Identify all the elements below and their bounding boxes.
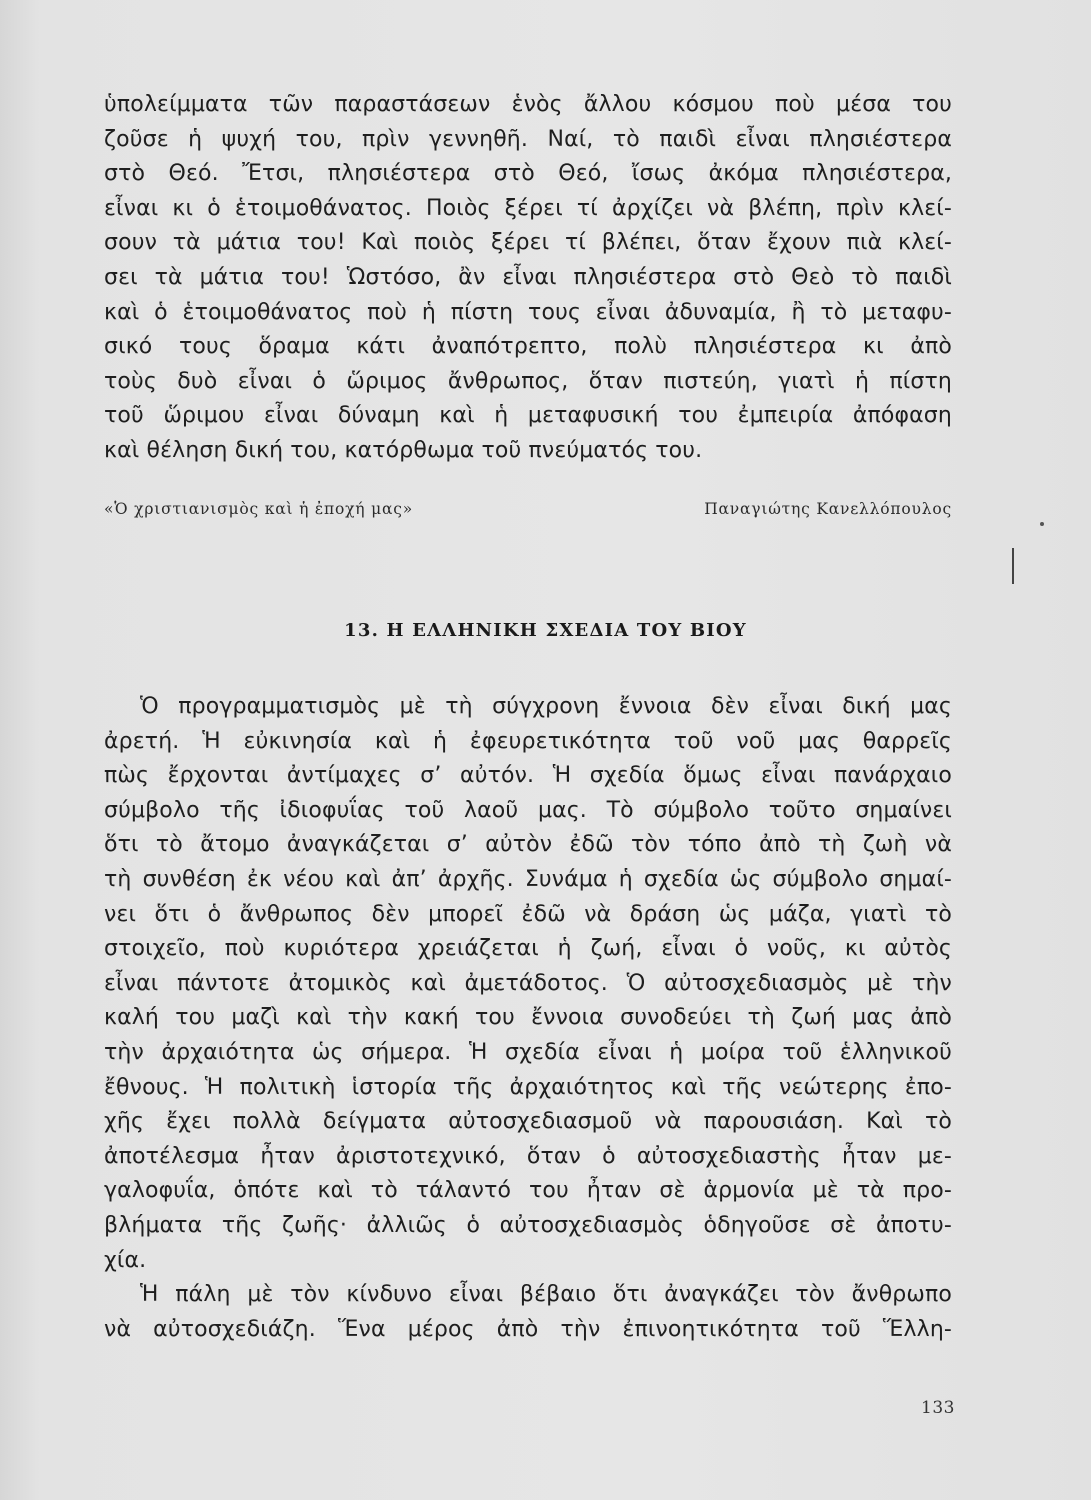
text-line: Ἡ πάλη μὲ τὸν κίνδυνο εἶναι βέβαιο ὅτι ἀναγκάζει τὸν ἄνθρωπο bbox=[140, 1282, 952, 1308]
text-line: τοῦ ὥριμου εἶναι δύναμη καὶ ἡ μεταφυσική του ἐμπειρία ἀπόφαση bbox=[104, 403, 952, 429]
text-line: ὅτι τὸ ἄτομο ἀναγκάζεται σ’ αὐτὸν ἐδῶ τὸν τόπο ἀπὸ τὴ ζωὴ νὰ bbox=[104, 832, 952, 858]
margin-mark bbox=[1012, 548, 1014, 584]
text-line: εἶναι πάντοτε ἀτομικὸς καὶ ἀμετάδοτος. Ὁ αὐτοσχεδιασμὸς μὲ τὴν bbox=[104, 970, 952, 996]
text-line: τὴν ἀρχαιότητα ὡς σήμερα. Ἡ σχεδία εἶναι ἡ μοίρα τοῦ ἑλληνικοῦ bbox=[104, 1039, 952, 1065]
intro-paragraph bbox=[104, 88, 952, 469]
section-body bbox=[104, 690, 952, 1347]
text-line: χία. bbox=[104, 1247, 147, 1273]
text-line: καλή του μαζὶ καὶ τὴν κακή του ἔννοια συνοδεύει τὴ ζωή μας ἀπὸ bbox=[104, 1005, 952, 1031]
citation-work: «Ὁ χριστιανισμὸς καὶ ἡ ἐποχή μας» bbox=[104, 500, 414, 518]
text-line: καὶ θέληση δική του, κατόρθωμα τοῦ πνεύματός του. bbox=[104, 437, 703, 463]
text-line: εἶναι κι ὁ ἑτοιμοθάνατος. Ποιὸς ξέρει τί ἀρχίζει νὰ βλέπη, πρὶν κλεί- bbox=[104, 195, 952, 221]
text-line: ἀποτέλεσμα ἦταν ἀριστοτεχνικό, ὅταν ὁ αὐτοσχεδιαστὴς ἦταν με- bbox=[104, 1143, 952, 1169]
text-line: νει ὅτι ὁ ἄνθρωπος δὲν μπορεῖ ἐδῶ νὰ δράση ὡς μάζα, γιατὶ τὸ bbox=[104, 901, 952, 927]
text-line: τοὺς δυὸ εἶναι ὁ ὥριμος ἄνθρωπος, ὅταν πιστεύη, γιατὶ ἡ πίστη bbox=[104, 368, 952, 394]
page-number: 133 bbox=[921, 1398, 955, 1418]
text-line: στὸ Θεό. Ἔτσι, πλησιέστερα στὸ Θεό, ἴσως ἀκόμα πλησιέστερα, bbox=[104, 161, 952, 187]
text-line: ἔθνους. Ἡ πολιτικὴ ἱστορία τῆς ἀρχαιότητος καὶ τῆς νεώτερης ἐπο- bbox=[104, 1074, 952, 1100]
text-line: βλήματα τῆς ζωῆς· ἀλλιῶς ὁ αὐτοσχεδιασμὸς ὁδηγοῦσε σὲ ἀποτυ- bbox=[104, 1212, 952, 1238]
text-line: πὼς ἔρχονται ἀντίμαχες σ’ αὐτόν. Ἡ σχεδία ὅμως εἶναι πανάρχαιο bbox=[104, 763, 952, 789]
text-line: καὶ ὁ ἑτοιμοθάνατος ποὺ ἡ πίστη τους εἶναι ἀδυναμία, ἢ τὸ μεταφυ- bbox=[104, 299, 952, 325]
text-line: ὑπολείμματα τῶν παραστάσεων ἑνὸς ἄλλου κόσμου ποὺ μέσα του bbox=[104, 92, 952, 117]
text-line: σύμβολο τῆς ἰδιοφυΐας τοῦ λαοῦ μας. Τὸ σύμβολο τοῦτο σημαίνει bbox=[104, 797, 952, 823]
text-line: ἀρετή. Ἡ εὐκινησία καὶ ἡ ἐφευρετικότητα τοῦ νοῦ μας θαρρεῖς bbox=[104, 728, 952, 754]
text-line: τὴ συνθέση ἐκ νέου καὶ ἀπ’ ἀρχῆς. Συνάμα ἡ σχεδία ὡς σύμβολο σημαί- bbox=[104, 866, 952, 892]
citation-author: Παναγιώτης Κανελλόπουλος bbox=[704, 500, 952, 518]
text-line: σικό τους ὅραμα κάτι ἀναπότρεπτο, πολὺ πλησιέστερα κι ἀπὸ bbox=[104, 334, 952, 360]
text-line: χῆς ἔχει πολλὰ δείγματα αὐτοσχεδιασμοῦ νὰ παρουσιάση. Καὶ τὸ bbox=[104, 1109, 952, 1135]
text-line: Ὁ προγραμματισμὸς μὲ τὴ σύγχρονη ἔννοια δὲν εἶναι δική μας bbox=[140, 694, 952, 719]
text-line: ζοῦσε ἡ ψυχή του, πρὶν γεννηθῆ. Ναί, τὸ παιδὶ εἶναι πλησιέστερα bbox=[104, 126, 952, 152]
text-line: σουν τὰ μάτια του! Καὶ ποιὸς ξέρει τί βλέπει, ὅταν ἔχουν πιὰ κλεί- bbox=[104, 230, 952, 256]
section-heading: 13. Η ΕΛΛΗΝΙΚΗ ΣΧΕΔΙΑ ΤΟΥ ΒΙΟΥ bbox=[344, 620, 747, 641]
text-line: σει τὰ μάτια του! Ὡστόσο, ἂν εἶναι πλησιέστερα στὸ Θεὸ τὸ παιδὶ bbox=[104, 264, 952, 290]
citation bbox=[104, 500, 952, 518]
margin-dot bbox=[1040, 522, 1044, 526]
text-line: γαλοφυΐα, ὁπότε καὶ τὸ τάλαντό του ἦταν σὲ ἁρμονία μὲ τὰ προ- bbox=[104, 1178, 952, 1204]
text-line: νὰ αὐτοσχεδιάζη. Ἕνα μέρος ἀπὸ τὴν ἐπινοητικότητα τοῦ Ἕλλη- bbox=[104, 1316, 952, 1342]
text-line: στοιχεῖο, ποὺ κυριότερα χρειάζεται ἡ ζωή, εἶναι ὁ νοῦς, κι αὐτὸς bbox=[104, 936, 952, 962]
